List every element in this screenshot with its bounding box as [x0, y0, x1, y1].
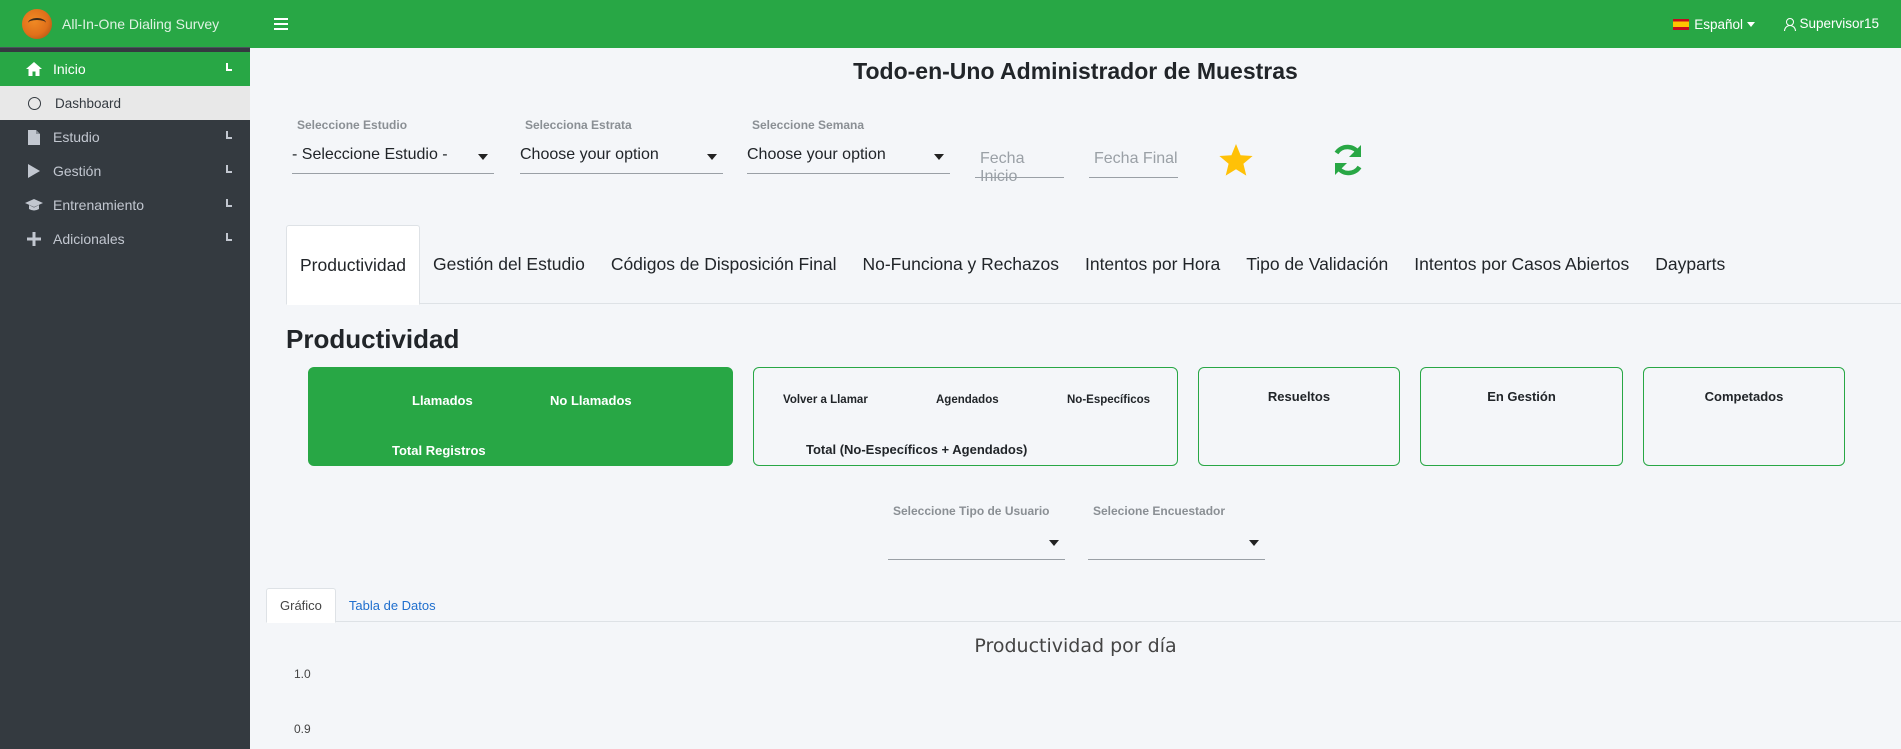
tab-tipo-validacion[interactable]: Tipo de Validación	[1246, 254, 1389, 274]
tab-gestion-estudio[interactable]: Gestión del Estudio	[433, 254, 585, 274]
plus-icon	[24, 232, 44, 246]
in-management-label: En Gestión	[1487, 389, 1556, 404]
chevron-icon	[226, 131, 232, 139]
resolved-label: Resueltos	[1267, 389, 1331, 404]
language-label: Español	[1694, 17, 1743, 32]
sidebar	[0, 0, 250, 749]
tab-dayparts[interactable]: Dayparts	[1655, 254, 1726, 274]
call-back-label: Volver a Llamar	[783, 394, 868, 406]
tab-tabla-datos[interactable]: Tabla de Datos	[348, 597, 436, 613]
user-icon	[1784, 18, 1795, 30]
sidebar-item-label: Gestión	[53, 163, 102, 179]
y-tick-label: 0.9	[294, 722, 311, 736]
card-agendados	[753, 367, 1178, 466]
page-title: Todo-en-Uno Administrador de Muestras	[853, 58, 1298, 84]
user-menu[interactable]	[1784, 16, 1879, 31]
main-content	[250, 48, 1901, 749]
sidebar-item-label: Inicio	[53, 61, 86, 77]
scheduled-label: Agendados	[936, 394, 999, 406]
card-registros	[308, 367, 733, 466]
tab-grafico[interactable]: Gráfico	[266, 588, 336, 623]
sidebar-item-label: Dashboard	[55, 95, 122, 111]
completed-label: Competados	[1704, 389, 1784, 404]
tab-intentos-casos[interactable]: Intentos por Casos Abiertos	[1414, 254, 1630, 274]
caret-down-icon	[1049, 540, 1059, 546]
sidebar-item-label: Adicionales	[53, 231, 125, 247]
strata-select[interactable]	[520, 140, 723, 174]
caret-down-icon	[478, 154, 488, 160]
interviewer-label: Selecione Encuestador	[1093, 504, 1226, 518]
caret-down-icon	[707, 154, 717, 160]
tab-codigos-disposicion[interactable]: Códigos de Disposición Final	[610, 254, 837, 274]
home-icon	[24, 61, 44, 77]
interviewer-filter	[1088, 504, 1265, 560]
strata-value: Choose your option	[520, 146, 659, 163]
card-en-gestion	[1420, 367, 1623, 466]
graduation-cap-icon	[24, 198, 44, 212]
sidebar-item-estudio[interactable]	[0, 120, 250, 154]
chevron-icon	[226, 63, 232, 71]
language-selector[interactable]	[1673, 17, 1755, 32]
sidebar-item-label: Entrenamiento	[53, 197, 145, 213]
sidebar-item-label: Estudio	[53, 129, 100, 145]
menu-toggle-icon[interactable]	[274, 18, 288, 30]
unspecified-label: No-Específicos	[1067, 394, 1151, 406]
study-value: - Seleccione Estudio -	[292, 146, 448, 163]
user-type-filter	[888, 504, 1065, 560]
chart-tabs	[266, 588, 1901, 622]
logo	[22, 9, 52, 39]
sidebar-item-entrenamiento[interactable]	[0, 188, 250, 222]
study-label: Seleccione Estudio	[297, 118, 408, 132]
chevron-icon	[226, 233, 232, 241]
study-filter	[292, 118, 494, 174]
sidebar-item-gestion[interactable]	[0, 154, 250, 188]
main-tabs	[286, 225, 1901, 304]
favorite-star-icon[interactable]	[1216, 141, 1256, 181]
study-select[interactable]	[292, 140, 494, 174]
week-value: Choose your option	[747, 146, 886, 163]
called-label: Llamados	[412, 393, 473, 408]
total-records-label: Total Registros	[392, 443, 486, 458]
caret-down-icon	[1249, 540, 1259, 546]
topbar	[250, 0, 1901, 48]
week-filter	[747, 118, 950, 174]
user-name: Supervisor15	[1799, 16, 1879, 31]
tab-intentos-hora[interactable]: Intentos por Hora	[1084, 254, 1221, 274]
caret-down-icon	[934, 154, 944, 160]
sidebar-nav	[0, 52, 250, 256]
card-resueltos	[1198, 367, 1400, 466]
week-select[interactable]	[747, 140, 950, 174]
tab-no-funciona[interactable]: No-Funciona y Rechazos	[862, 254, 1059, 274]
app-name: All-In-One Dialing Survey	[62, 15, 220, 32]
total-scheduled-label: Total (No-Específicos + Agendados)	[806, 442, 1028, 457]
chevron-icon	[226, 199, 232, 207]
sidebar-item-adicionales[interactable]	[0, 222, 250, 256]
not-called-label: No Llamados	[550, 393, 632, 408]
strata-label: Selecciona Estrata	[525, 118, 632, 132]
refresh-icon[interactable]	[1328, 140, 1368, 180]
end-date-input[interactable]: Fecha Final	[1089, 144, 1178, 178]
tab-productividad[interactable]: Productividad	[286, 225, 420, 305]
section-title: Productividad	[286, 324, 460, 354]
sidebar-item-inicio[interactable]	[0, 52, 250, 86]
caret-down-icon	[1747, 22, 1755, 27]
play-icon	[24, 163, 44, 179]
user-type-label: Seleccione Tipo de Usuario	[893, 504, 1050, 518]
week-label: Seleccione Semana	[752, 118, 865, 132]
interviewer-select[interactable]	[1088, 526, 1265, 560]
user-type-select[interactable]	[888, 526, 1065, 560]
sidebar-item-dashboard[interactable]	[0, 86, 250, 120]
spain-flag-icon	[1673, 19, 1689, 30]
strata-filter	[520, 118, 723, 174]
circle-icon	[28, 97, 41, 110]
file-icon	[24, 129, 44, 146]
chevron-icon	[226, 165, 232, 173]
start-date-input[interactable]: Fecha Inicio	[975, 144, 1064, 178]
y-tick-label: 1.0	[294, 667, 311, 681]
card-competados	[1643, 367, 1845, 466]
brand[interactable]	[0, 0, 250, 48]
chart-title: Productividad por día	[974, 635, 1177, 657]
